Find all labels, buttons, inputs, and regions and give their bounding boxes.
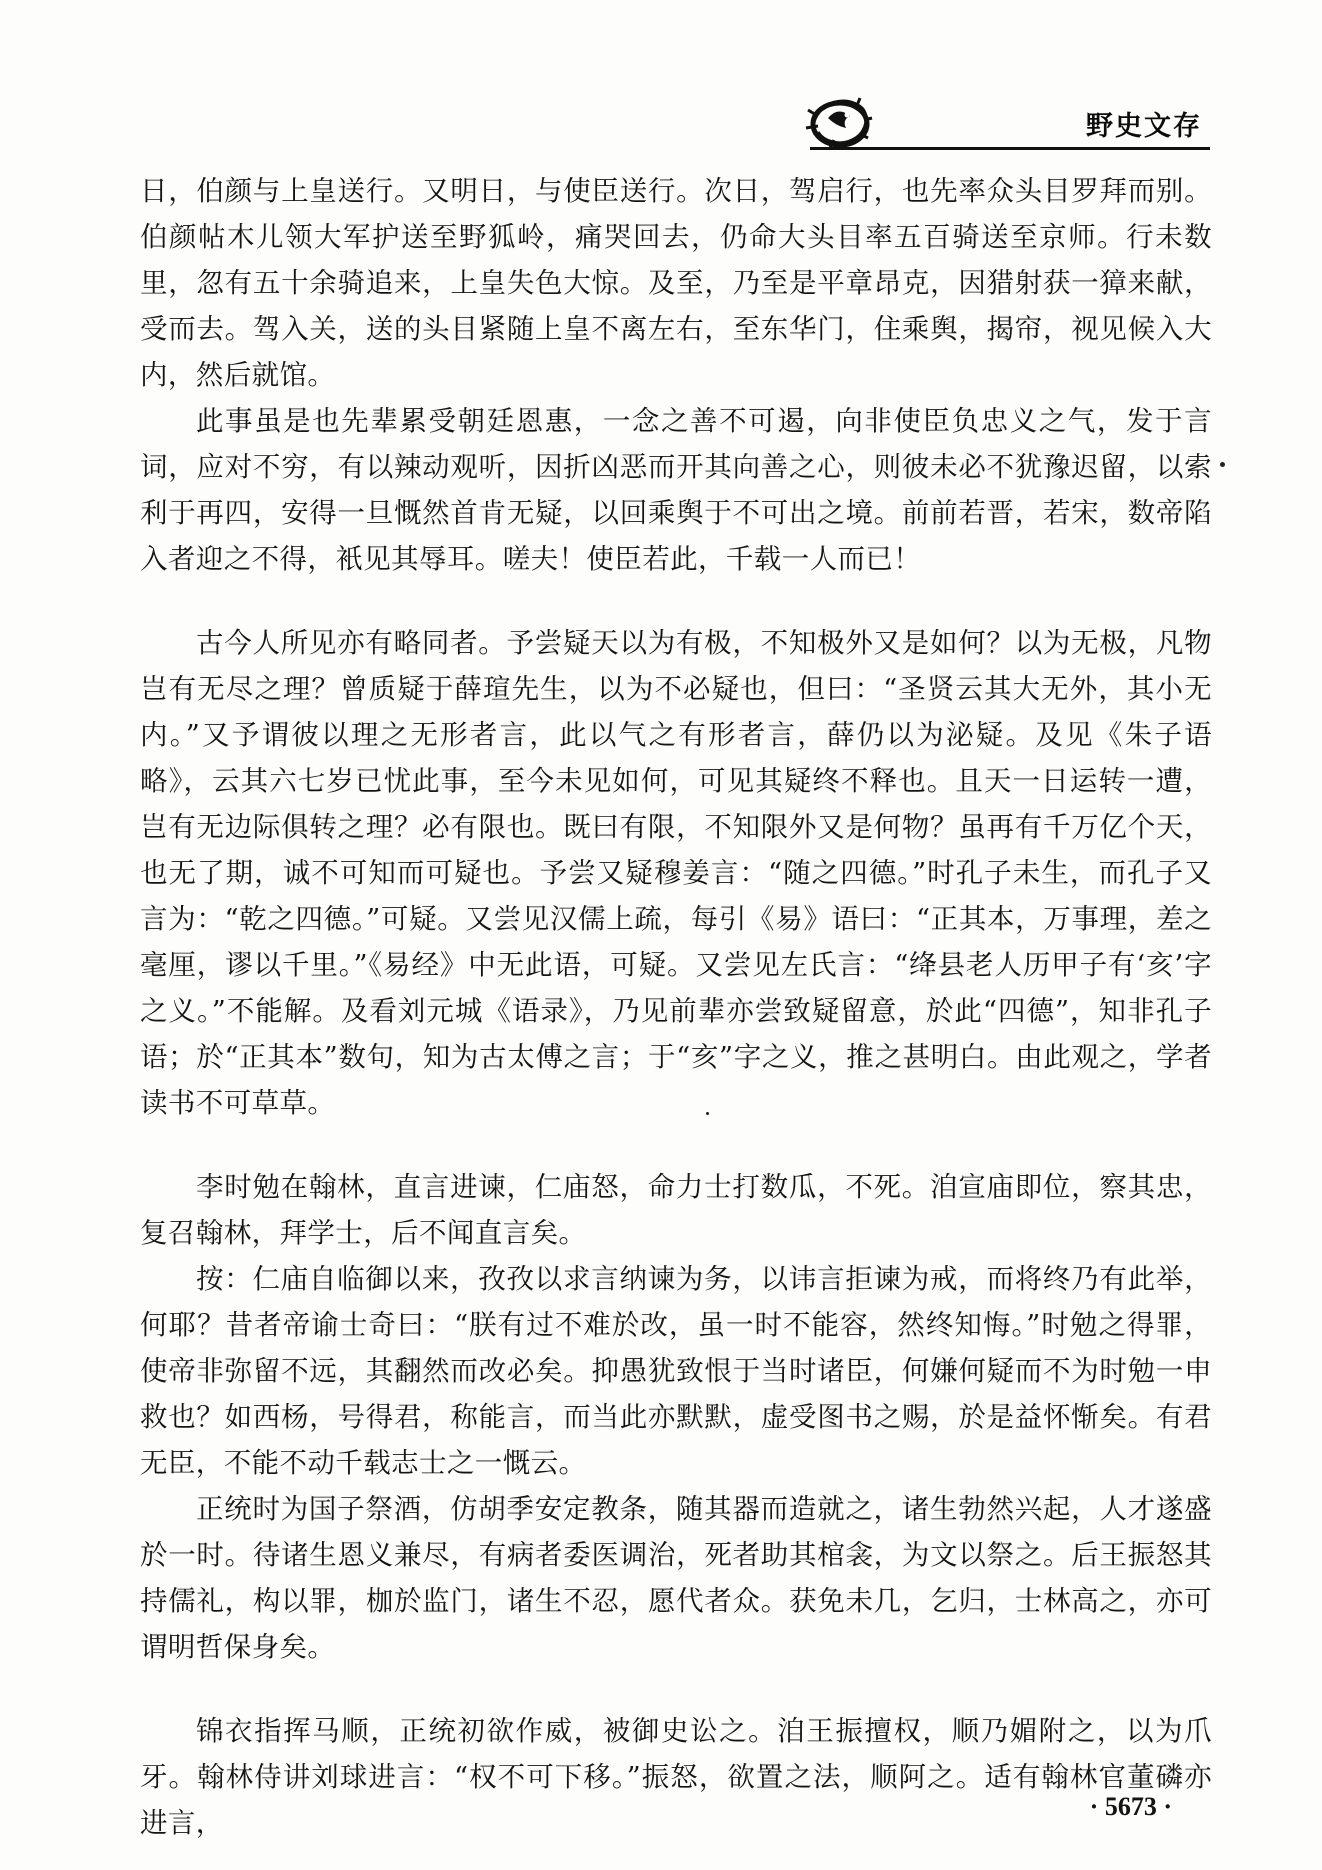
margin-dot	[1220, 462, 1225, 467]
margin-dot	[706, 1112, 709, 1115]
paragraph: 古今人所见亦有略同者。予尝疑天以为有极，不知极外又是如何？以为无极，凡物岂有无尽之理？曾质疑于薛瑄先生，以为不必疑也，但曰：“圣贤云其大无外，其小无内。”又予谓彼以理之无形者言，此以气之有形者言，薛仍以为泌疑。及见《朱子语略》，云其六七岁已忧此事，至今未见如何，可见其疑终不释也。且天一日运转一遭，岂有无边际俱转之理？必有限也。既曰有限，不知限外又是何物？虽再有千万亿个天，也无了期，诚不可知而可疑也。予尝又疑穆姜言：“随之四德。”时孔子未生，而孔子又言为：“乾之四德。”可疑。又尝见汉儒上疏，每引《易》语曰：“正其本，万事理，差之毫厘，谬以千里。”《易经》中无此语，可疑。又尝见左氏言：“绛县老人历甲子有‘亥’字之义。”不能解。及看刘元城《语录》，乃见前辈亦尝致疑留意，於此“四德”，知非孔子语；於“正其本”数句，知为古太傅之言；于“亥”字之义，推之甚明白。由此观之，学者读书不可草草。	[140, 627, 1212, 1119]
header-title: 野史文存	[1086, 111, 1202, 142]
paragraph: 李时勉在翰林，直言进谏，仁庙怒，命力士打数瓜，不死。洎宣庙即位，察其忠，复召翰林，拜学士，后不闻直言矣。	[140, 1171, 1212, 1249]
dragon-emblem-icon	[800, 88, 882, 154]
page-number: · 5673 ·	[1089, 1792, 1172, 1821]
paragraph: 正统时为国子祭酒，仿胡季安定教条，随其器而造就之，诸生勃然兴起，人才遂盛於一时。待诸生恩义兼尽，有病者委医调治，死者助其棺衾，为文以祭之。后王振怒其持儒礼，构以罪，枷於监门，诸生不忍，愿代者众。获免未几，乞归，士林高之，亦可谓明哲保身矣。	[140, 1493, 1212, 1663]
paragraph-continued: 日，伯颜与上皇送行。又明日，与使臣送行。次日，驾启行，也先率众头目罗拜而别。伯颜帖木儿领大军护送至野狐岭，痛哭回去，仍命大头目率五百骑送至京师。行未数里，忽有五十余骑追来，上皇失色大惊。及至，乃至是平章昂克，因猎射获一獐来献，受而去。驾入关，送的头目紧随上皇不离左右，至东华门，住乘舆，揭帘，视见候入大内，然后就馆。	[140, 175, 1212, 391]
body-text	[140, 168, 1212, 1846]
paragraph: 锦衣指挥马顺，正统初欲作威，被御史讼之。洎王振擅权，顺乃媚附之，以为爪牙。翰林侍讲刘球进言：“权不可下移。”振怒，欲置之法，顺阿之。适有翰林官董磷亦进言，	[140, 1715, 1212, 1839]
paragraph: 此事虽是也先辈累受朝廷恩惠，一念之善不可遏，向非使臣负忠义之气，发于言词，应对不穷，有以辣动观听，因折凶恶而开其向善之心，则彼未必不犹豫迟留，以索利于再四，安得一旦慨然首肯无疑，以回乘舆于不可出之境。前前若晋，若宋，数帝陷入者迎之不得，衹见其辱耳。嗟夫！使臣若此，千载一人而已！	[140, 405, 1212, 575]
paragraph: 按：仁庙自临御以来，孜孜以求言纳谏为务，以讳言拒谏为戒，而将终乃有此举，何耶？昔者帝谕士奇曰：“朕有过不难於改，虽一时不能容，然终知悔。”时勉之得罪，使帝非弥留不远，其翻然而改必矣。抑愚犹致恨于当时诸臣，何嫌何疑而不为时勉一申救也？如西杨，号得君，称能言，而当此亦默默，虚受图书之赐，於是益怀惭矣。有君无臣，不能不动千载志士之一慨云。	[140, 1263, 1212, 1479]
header-rule	[810, 147, 1210, 150]
